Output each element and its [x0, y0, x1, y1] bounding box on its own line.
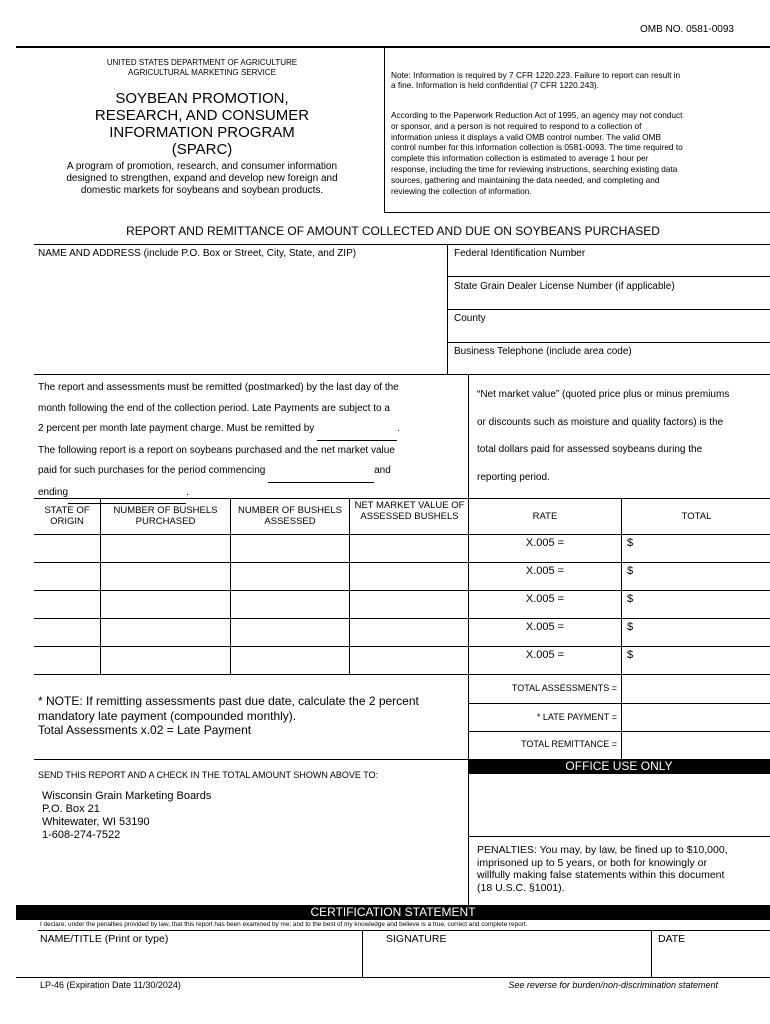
- agency-line-2: AGRICULTURAL MARKETING SERVICE: [128, 68, 276, 77]
- dollar-sign: $: [627, 593, 634, 605]
- field-rule: [447, 276, 770, 277]
- state-license-label: State Grain Dealer License Number (if applicable): [454, 281, 675, 292]
- table-row: [34, 647, 770, 674]
- total-assessments-input[interactable]: [623, 676, 770, 702]
- total-cell[interactable]: [622, 535, 770, 562]
- instruction-line: The following report is a report on soybeans purchased and the net market value: [38, 444, 395, 456]
- program-title-line: SOYBEAN PROMOTION,: [115, 90, 289, 107]
- bushels-assessed-cell[interactable]: [231, 619, 349, 646]
- bushels-purchased-cell[interactable]: [101, 563, 230, 590]
- office-use-area: [470, 775, 770, 835]
- county-field[interactable]: [454, 313, 768, 339]
- net-market-value-cell[interactable]: [350, 619, 468, 646]
- cert-divider: [362, 930, 363, 977]
- note-line: Note: Information is required by 7 CFR 1220.223. Failure to report can result in: [391, 70, 681, 80]
- program-description: [20, 161, 384, 197]
- state-of-origin-cell[interactable]: [34, 647, 100, 674]
- total-cell[interactable]: [622, 563, 770, 590]
- instruction-text: 2 percent per month late payment charge. Must be remitted by: [38, 423, 315, 434]
- paperwork-line: response, including the time for reviewing instructions, searching existing data: [391, 163, 678, 174]
- note-line: a fine. Information is held confidential (7 CFR 1220.243).: [391, 80, 599, 90]
- program-title: [20, 90, 384, 158]
- name-address-field[interactable]: [38, 248, 446, 372]
- dollar-sign: $: [627, 537, 634, 549]
- paperwork-line: or sponsor, and a person is not required to respond to a collection of: [391, 120, 642, 131]
- state-license-field[interactable]: [454, 281, 768, 307]
- field-rule: [447, 342, 770, 343]
- rate-cell: X.005 =: [525, 537, 565, 549]
- office-use-divider: [468, 759, 469, 905]
- table-row-rule: [34, 674, 770, 675]
- state-of-origin-cell[interactable]: [34, 535, 100, 562]
- table-top-rule: [34, 498, 770, 499]
- net-market-value-cell[interactable]: [350, 535, 468, 562]
- definition-line: reporting period.: [477, 471, 550, 483]
- dollar-sign: $: [627, 649, 634, 661]
- period-end-input[interactable]: [68, 483, 186, 505]
- total-cell[interactable]: [622, 647, 770, 674]
- late-payment-input[interactable]: [623, 704, 770, 730]
- program-title-line: (SPARC): [171, 141, 233, 158]
- net-market-value-cell[interactable]: [350, 591, 468, 618]
- state-of-origin-cell[interactable]: [34, 563, 100, 590]
- paperwork-line: information unless it displays a valid OMB control number. The valid OMB: [391, 131, 662, 142]
- penalty-line: (18 U.S.C. §1001).: [477, 881, 565, 894]
- paperwork-statement: [391, 110, 767, 196]
- omb-number: OMB NO. 0581-0093: [640, 24, 734, 35]
- dollar-sign: $: [627, 621, 634, 633]
- instruction-text: ending: [38, 486, 69, 498]
- net-market-definition: [477, 381, 769, 491]
- name-address-label: NAME AND ADDRESS (include P.O. Box or Street, City, State, and ZIP): [38, 248, 357, 259]
- county-label: County: [454, 313, 486, 324]
- dollar-sign: $: [627, 565, 634, 577]
- date-field[interactable]: [658, 933, 768, 975]
- signature-label: SIGNATURE: [386, 933, 447, 945]
- instructions: [38, 378, 468, 504]
- net-market-value-cell[interactable]: [350, 563, 468, 590]
- office-use-rule: [468, 836, 770, 837]
- description-line: domestic markets for soybeans and soybean products.: [80, 185, 324, 196]
- certification-rule: [38, 930, 770, 931]
- paperwork-line: reviewing the collection of information.: [391, 185, 532, 196]
- note-line: mandatory late payment (compounded monthly).: [38, 708, 297, 723]
- office-use-header: OFFICE USE ONLY: [468, 759, 770, 774]
- rate-cell: X.005 =: [525, 565, 565, 577]
- paperwork-line: According to the Paperwork Reduction Act of 1995, an agency may not conduct: [391, 110, 683, 120]
- definition-line: total dollars paid for assessed soybeans during the: [477, 444, 703, 455]
- description-line: A program of promotion, research, and consumer information: [66, 161, 338, 172]
- col-header-state-of-origin: STATE OF ORIGIN: [44, 505, 90, 527]
- note-line: * NOTE: If remitting assessments past due date, calculate the 2 percent: [38, 694, 419, 708]
- penalty-line: PENALTIES: You may, by law, be fined up to $10,000,: [477, 844, 728, 856]
- rate-cell: X.005 =: [525, 593, 565, 605]
- total-cell[interactable]: [622, 619, 770, 646]
- top-rule: [16, 46, 770, 48]
- report-title: REPORT AND REMITTANCE OF AMOUNT COLLECTED AND DUE ON SOYBEANS PURCHASED: [126, 224, 660, 238]
- bushels-assessed-cell[interactable]: [231, 535, 349, 562]
- instruction-line: [38, 461, 468, 483]
- business-phone-label: Business Telephone (include area code): [454, 346, 632, 357]
- reverse-note: See reverse for burden/non-discrimination statement: [508, 980, 718, 990]
- title-rule: [34, 244, 770, 245]
- instruction-text: paid for such purchases for the period commencing: [38, 465, 266, 476]
- penalty-line: willfully making false statements within this document: [477, 869, 725, 881]
- field-rule: [447, 309, 770, 310]
- paperwork-line: control number for this information collection is 0581-0093. The time required to: [391, 142, 683, 153]
- col-header-bushels-assessed: NUMBER OF BUSHELS ASSESSED: [238, 505, 342, 527]
- late-payment-label: * LATE PAYMENT =: [536, 712, 617, 722]
- late-payment-note: [38, 694, 463, 738]
- bushels-purchased-cell[interactable]: [101, 647, 230, 674]
- date-label: DATE: [658, 933, 686, 945]
- col-header-net-market-value: NET MARKET VALUE OF ASSESSED BUSHELS: [354, 500, 465, 522]
- paperwork-line: sources, gathering and maintaining the data needed, and completing and: [391, 174, 660, 185]
- bushels-assessed-cell[interactable]: [231, 591, 349, 618]
- section-rule: [34, 374, 770, 375]
- paperwork-line: complete this information collection is estimated to average 1 hour per: [391, 153, 649, 164]
- col-header-rate: RATE: [532, 511, 558, 522]
- rate-cell: X.005 =: [525, 621, 565, 633]
- federal-id-label: Federal Identification Number: [454, 248, 586, 259]
- bushels-assessed-cell[interactable]: [231, 647, 349, 674]
- total-remittance-input[interactable]: [623, 732, 770, 758]
- description-line: designed to strengthen, expand and develop new foreign and: [66, 173, 338, 184]
- instruction-text: and: [374, 465, 391, 476]
- net-market-value-cell[interactable]: [350, 647, 468, 674]
- signature-field[interactable]: [386, 933, 646, 975]
- table-row: [34, 619, 770, 646]
- bushels-purchased-cell[interactable]: [101, 591, 230, 618]
- definition-line: or discounts such as moisture and quality factors) is the: [477, 416, 724, 428]
- col-header-bushels-purchased: NUMBER OF BUSHELS PURCHASED: [113, 505, 218, 527]
- name-title-field[interactable]: [40, 933, 358, 975]
- total-remittance-label: TOTAL REMITTANCE =: [521, 739, 617, 749]
- penalty-line: imprisoned up to 5 years, or both for knowingly or: [477, 856, 707, 869]
- program-title-line: RESEARCH, AND CONSUMER: [94, 107, 310, 124]
- penalties-statement: [477, 844, 769, 894]
- federal-id-field[interactable]: [454, 248, 768, 274]
- definition-divider: [468, 374, 469, 498]
- instruction-line: month following the end of the collection period. Late Payments are subject to a: [38, 402, 390, 414]
- total-cell[interactable]: [622, 591, 770, 618]
- address-line: Wisconsin Grain Marketing Boards: [42, 790, 212, 802]
- header-divider: [384, 46, 385, 213]
- remit-by-date-input[interactable]: [317, 419, 397, 441]
- certification-header: CERTIFICATION STATEMENT: [16, 905, 770, 920]
- mailing-address: [42, 790, 462, 842]
- bushels-assessed-cell[interactable]: [231, 563, 349, 590]
- instruction-line: [38, 419, 468, 441]
- instruction-line: The report and assessments must be remitted (postmarked) by the last day of the: [38, 382, 399, 393]
- state-of-origin-cell[interactable]: [34, 619, 100, 646]
- instruction-text: .: [397, 423, 400, 434]
- bushels-purchased-cell[interactable]: [101, 619, 230, 646]
- definition-line: “Net market value” (quoted price plus or minus premiums: [477, 389, 730, 400]
- certification-bottom-rule: [16, 977, 770, 978]
- certification-declaration: I declare, under the penalties provided by law, that this report has been examined by me; and to the best of my knowledge and believe is a true, correct and complete report.: [40, 921, 528, 928]
- business-phone-field[interactable]: [454, 346, 768, 370]
- cert-divider: [651, 930, 652, 977]
- col-header-total: TOTAL: [681, 511, 712, 522]
- table-row: [34, 591, 770, 618]
- address-line: Whitewater, WI 53190: [42, 816, 150, 828]
- name-title-label: NAME/TITLE (Print or type): [40, 933, 169, 945]
- table-row: [34, 563, 770, 590]
- header-box-bottom: [384, 212, 770, 213]
- address-line: 1-608-274-7522: [42, 829, 121, 841]
- total-assessments-label: TOTAL ASSESSMENTS =: [511, 683, 617, 693]
- form-id: LP-46 (Expiration Date 11/30/2024): [40, 980, 181, 990]
- period-start-input[interactable]: [268, 461, 374, 483]
- agency-line-1: UNITED STATES DEPARTMENT OF AGRICULTURE: [106, 58, 298, 67]
- omb-note: [391, 70, 767, 90]
- instruction-text: .: [186, 486, 189, 498]
- table-row: [34, 535, 770, 562]
- bushels-purchased-cell[interactable]: [101, 535, 230, 562]
- section-rule: [34, 759, 468, 760]
- program-title-line: INFORMATION PROGRAM: [109, 124, 295, 141]
- rate-cell: X.005 =: [525, 649, 565, 661]
- state-of-origin-cell[interactable]: [34, 591, 100, 618]
- send-to-label: SEND THIS REPORT AND A CHECK IN THE TOTAL AMOUNT SHOWN ABOVE TO:: [38, 770, 379, 780]
- address-line: P.O. Box 21: [42, 803, 100, 815]
- note-line: Total Assessments x.02 = Late Payment: [38, 723, 252, 737]
- agency-block: [20, 58, 384, 78]
